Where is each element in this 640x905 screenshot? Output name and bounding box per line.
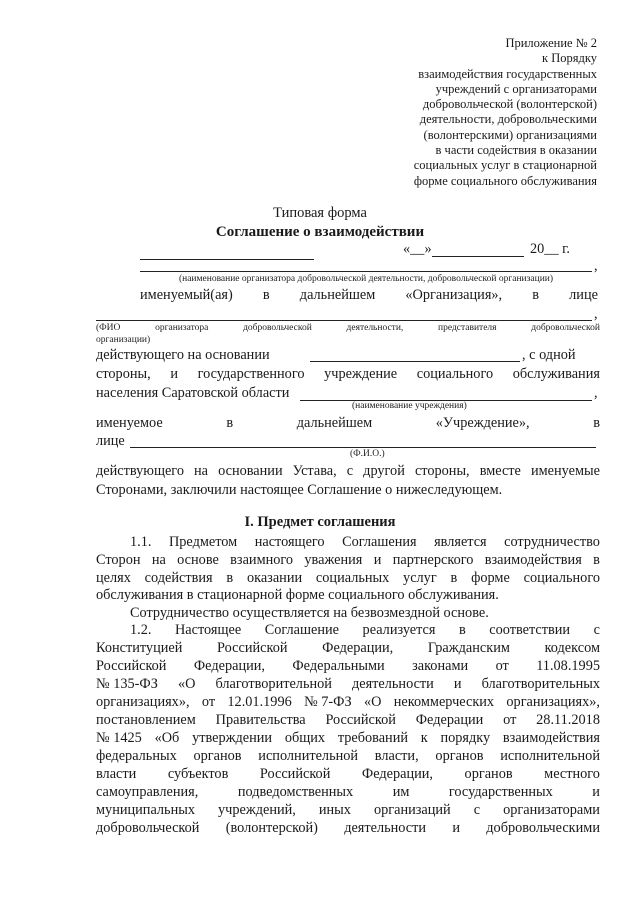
paragraph-line: Сотрудничество осуществляется на безвозмездной основе. [130, 605, 489, 621]
comma: , [594, 385, 598, 401]
org-name-line [140, 271, 592, 272]
preamble-row-6: именуемое в дальнейшем «Учреждение», в [96, 415, 600, 431]
appendix-line: форме социального обслуживания [413, 173, 597, 188]
paragraph-line: обслуживания в стационарной форме социального обслуживания. [96, 587, 499, 603]
appendix-line: добровольческой (волонтерской) [422, 97, 597, 112]
place-blank-line [140, 259, 314, 260]
fio-caption-row: (ФИО организатора добровольческой деятельности, представителя добровольческой [96, 323, 600, 333]
comma: , [594, 258, 598, 274]
fio-short-line [130, 447, 596, 448]
document-title: Соглашение о взаимодействии [215, 224, 425, 240]
appendix-line: (волонтерскими) организациями [423, 127, 597, 142]
institution-caption: (наименование учреждения) [352, 401, 467, 411]
preamble-row-9: Сторонами, заключили настоящее Соглашение о нижеследующем. [96, 482, 503, 498]
paragraph-line: Конституцией Российской Федерации, Гражданским кодексом [96, 640, 600, 656]
paragraph-line: № 1425 «Об утверждении общих требований к порядку взаимодействия [96, 730, 600, 746]
paragraph-line: Российской Федерации, Федеральными законами от 11.08.1995 [96, 658, 600, 674]
paragraph-line: 1.2. Настоящее Соглашение реализуется в соответствии с [130, 622, 600, 638]
paragraph-line: 1.1. Предметом настоящего Соглашения является сотрудничество [130, 534, 600, 550]
paragraph-line: добровольческой (волонтерской) деятельности и добровольческими [96, 820, 600, 836]
paragraph-line: власти субъектов Российской Федерации, органов местного [96, 766, 600, 782]
paragraph-line: организациях», от 12.01.1996 № 7-ФЗ «О некоммерческих организациях», [96, 694, 600, 710]
fio-line [96, 320, 592, 321]
preamble-row-1: именуемый(ая) в дальнейшем «Организация», в лице [140, 287, 598, 303]
appendix-line: социальных услуг в стационарной [413, 158, 597, 173]
paragraph-line: самоуправления, подведомственных им государственных и [96, 784, 600, 800]
date-month-line [432, 256, 524, 257]
preamble-row-4: стороны, и государственного учреждение социального обслуживания [96, 366, 600, 382]
appendix-line: к Порядку [542, 51, 597, 66]
appendix-line: в части содействия в оказании [435, 143, 597, 158]
section-heading: I. Предмет соглашения [244, 514, 396, 530]
fio-short-caption: (Ф.И.О.) [350, 449, 385, 459]
preamble-row-3-right: , с одной [522, 347, 576, 363]
appendix-line: взаимодействия государственных [418, 66, 597, 81]
paragraph-line: постановлением Правительства Российской Федерации от 28.11.2018 [96, 712, 600, 728]
paragraph-line: федеральных органов исполнительной власти, органов исполнительной [96, 748, 600, 764]
paragraph-line: муниципальных учреждений, иных организаций с организаторами [96, 802, 600, 818]
preamble-row-3-left: действующего на основании [96, 347, 270, 363]
preamble-row-5: населения Саратовской области [96, 385, 290, 401]
fio-caption-row-2: организации) [96, 335, 151, 345]
appendix-line: учреждений с организаторами [435, 81, 597, 96]
preamble-row-7: лице [96, 433, 125, 449]
preamble-row-8: действующего на основании Устава, с другой стороны, вместе именуемые [96, 463, 600, 479]
date-day: «__» [403, 241, 432, 257]
appendix-line: деятельности, добровольческими [419, 112, 597, 127]
org-name-caption: (наименование организатора добровольческой деятельности, добровольческой организации) [178, 274, 554, 284]
appendix-line: Приложение № 2 [505, 36, 597, 50]
form-type-label: Типовая форма [273, 205, 367, 221]
paragraph-line: целях содействия в оказании социальных услуг в форме социального [96, 570, 600, 586]
basis-line [310, 361, 520, 362]
comma: , [594, 306, 598, 322]
date-year: 20__ г. [530, 241, 570, 257]
appendix-block [357, 36, 597, 189]
paragraph-line: Сторон на основе взаимного уважения и партнерского взаимодействия в [96, 552, 600, 568]
paragraph-line: № 135-ФЗ «О благотворительной деятельности и благотворительных [96, 676, 600, 692]
